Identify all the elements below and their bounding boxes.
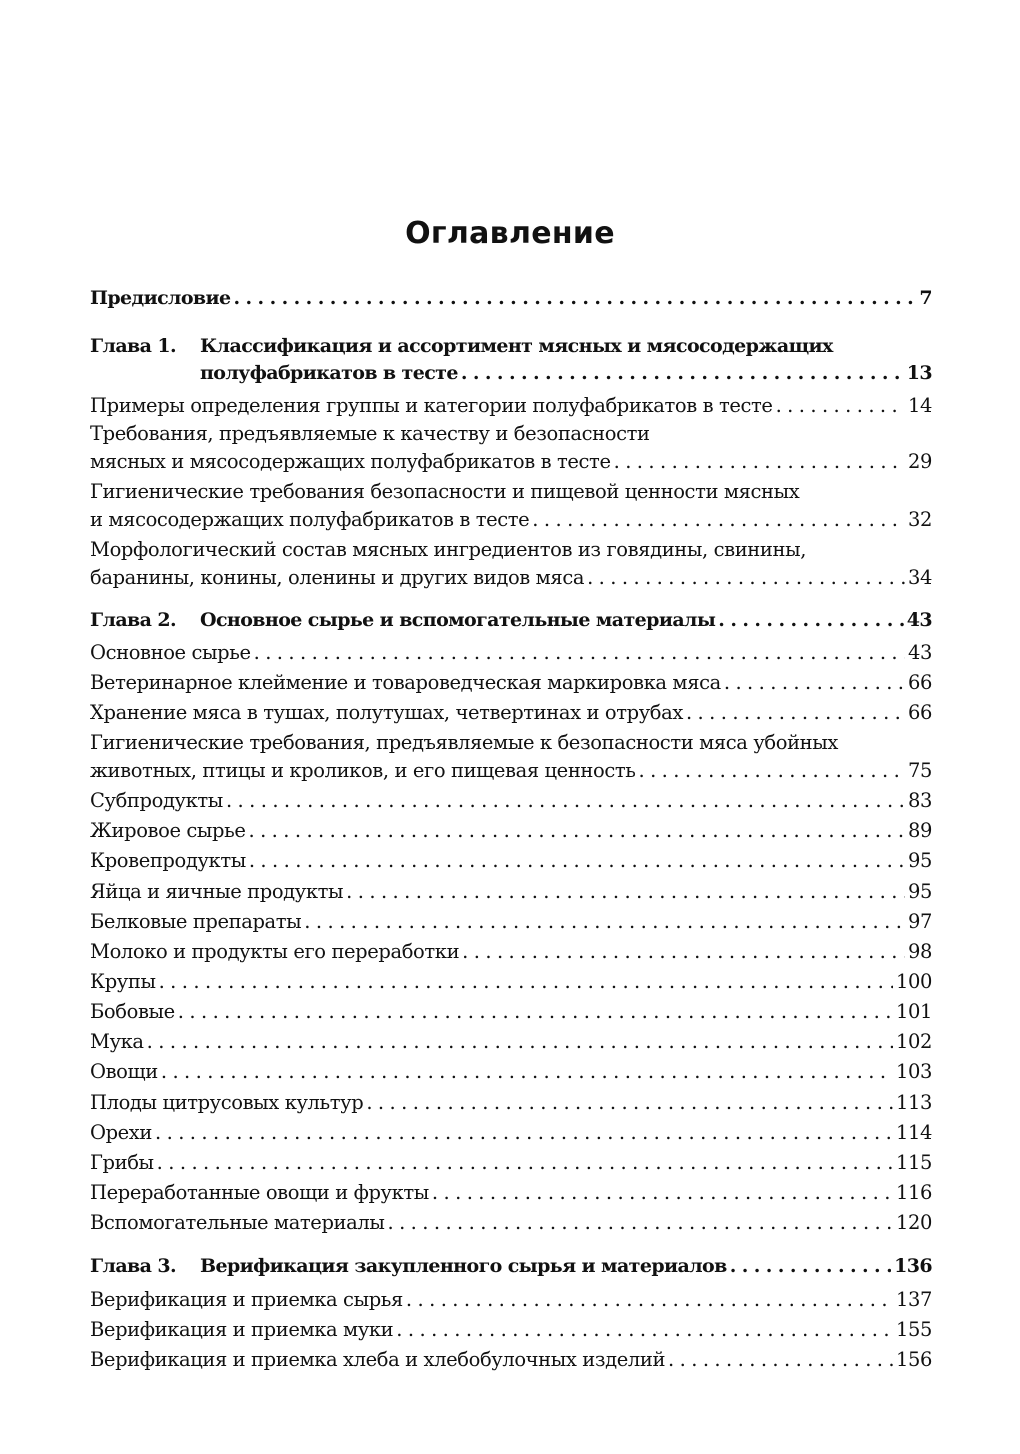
dot-leader xyxy=(686,698,905,728)
toc-entry[interactable] xyxy=(90,505,932,535)
toc-page-number: 101 xyxy=(895,1000,932,1023)
dot-leader xyxy=(248,816,905,846)
toc-entry[interactable] xyxy=(90,1088,932,1118)
toc-page-number: 95 xyxy=(907,880,932,903)
toc-entry-first-line[interactable]: Требования, предъявляемые к качеству и безопасности xyxy=(90,422,650,445)
toc-page-number: 102 xyxy=(895,1030,932,1053)
chapter-title: Верификация закупленного сырья и материалов xyxy=(200,1255,727,1277)
toc-page-number: 32 xyxy=(907,508,932,531)
toc-chapter-2-heading[interactable] xyxy=(90,605,932,635)
toc-entry[interactable] xyxy=(90,447,932,477)
chapter-title: полуфабрикатов в тесте xyxy=(200,362,458,384)
dot-leader xyxy=(155,1118,893,1148)
toc-entry[interactable] xyxy=(90,1285,932,1315)
toc-entry[interactable] xyxy=(90,391,932,421)
chapter-label: Глава 2. xyxy=(90,609,176,631)
toc-entry[interactable] xyxy=(90,1057,932,1087)
toc-entry-title: Ветеринарное клеймение и товароведческая маркировка мяса xyxy=(90,671,721,694)
toc-page-number: 103 xyxy=(895,1060,932,1083)
toc-entry-title: Жировое сырье xyxy=(90,819,246,842)
dot-leader xyxy=(730,1251,891,1281)
dot-leader xyxy=(234,283,917,313)
toc-entry[interactable] xyxy=(90,1315,932,1345)
toc-page-number: 136 xyxy=(894,1255,932,1277)
toc-chapter-1-heading-cont[interactable] xyxy=(200,358,932,388)
toc-entry-title: Крупы xyxy=(90,970,156,993)
toc-entry-title: Переработанные овощи и фрукты xyxy=(90,1181,429,1204)
toc-entry-title: Белковые препараты xyxy=(90,910,302,933)
toc-entry[interactable] xyxy=(90,1208,932,1238)
dot-leader xyxy=(254,638,905,668)
toc-entry[interactable] xyxy=(90,997,932,1027)
toc-entry-title: Орехи xyxy=(90,1121,153,1144)
toc-chapter-3-heading[interactable] xyxy=(90,1251,932,1281)
dot-leader xyxy=(724,668,905,698)
toc-page-number: 29 xyxy=(907,450,932,473)
dot-leader xyxy=(461,358,904,388)
toc-entry-title: и мясосодержащих полуфабрикатов в тесте xyxy=(90,508,530,531)
toc-entry-title: животных, птицы и кроликов, и его пищевая ценность xyxy=(90,759,636,782)
toc-entry[interactable] xyxy=(90,1118,932,1148)
toc-entry-first-line[interactable]: Морфологический состав мясных ингредиентов из говядины, свинины, xyxy=(90,538,807,561)
page-title: Оглавление xyxy=(405,216,615,251)
dot-leader xyxy=(718,605,903,635)
toc-chapter-1-heading[interactable] xyxy=(90,331,833,361)
chapter-title: Классификация и ассортимент мясных и мясосодержащих xyxy=(200,335,833,357)
toc-preface[interactable] xyxy=(90,283,932,313)
toc-page-number: 83 xyxy=(907,789,932,812)
toc-page-number: 155 xyxy=(895,1318,932,1341)
toc-entry-title: Основное сырье xyxy=(90,641,251,664)
toc-page-number: 43 xyxy=(907,641,932,664)
dot-leader xyxy=(532,505,905,535)
dot-leader xyxy=(406,1285,893,1315)
toc-page-number: 66 xyxy=(907,701,932,724)
toc-page-number: 98 xyxy=(907,940,932,963)
dot-leader xyxy=(614,447,905,477)
toc-page-number: 95 xyxy=(907,849,932,872)
dot-leader xyxy=(304,907,905,937)
dot-leader xyxy=(387,1208,893,1238)
dot-leader xyxy=(147,1027,893,1057)
dot-leader xyxy=(159,967,893,997)
toc-page-number: 13 xyxy=(906,362,932,384)
chapter-label: Глава 1. xyxy=(90,335,176,357)
toc-entry-title: Примеры определения группы и категории полуфабрикатов в тесте xyxy=(90,394,773,417)
toc-entry[interactable] xyxy=(90,1345,932,1375)
toc-entry-title: Плоды цитрусовых культур xyxy=(90,1091,364,1114)
toc-entry-title: Субпродукты xyxy=(90,789,223,812)
toc-page-number: 7 xyxy=(919,287,932,309)
toc-entry-title: мясных и мясосодержащих полуфабрикатов в тесте xyxy=(90,450,611,473)
toc-entry[interactable] xyxy=(90,937,932,967)
chapter-title: Основное сырье и вспомогательные материалы xyxy=(200,609,716,631)
toc-entry[interactable] xyxy=(90,638,932,668)
toc-page-number: 97 xyxy=(907,910,932,933)
chapter-label: Глава 3. xyxy=(90,1255,176,1277)
toc-page-number: 120 xyxy=(895,1211,932,1234)
toc-entry[interactable] xyxy=(90,907,932,937)
dot-leader xyxy=(178,997,893,1027)
dot-leader xyxy=(366,1088,893,1118)
toc-page-number: 116 xyxy=(895,1181,932,1204)
toc-entry[interactable] xyxy=(90,756,932,786)
dot-leader xyxy=(346,877,905,907)
dot-leader xyxy=(161,1057,893,1087)
toc-entry[interactable] xyxy=(90,698,932,728)
toc-entry-title: Верификация и приемка муки xyxy=(90,1318,394,1341)
toc-entry[interactable] xyxy=(90,1027,932,1057)
dot-leader xyxy=(226,786,905,816)
toc-entry-title: Овощи xyxy=(90,1060,158,1083)
toc-entry-title: баранины, конины, оленины и других видов мяса xyxy=(90,566,585,589)
toc-entry-title: Яйца и яичные продукты xyxy=(90,880,344,903)
toc-entry-title: Кровепродукты xyxy=(90,849,246,872)
toc-entry[interactable] xyxy=(90,846,932,876)
dot-leader xyxy=(157,1148,893,1178)
toc-page-number: 14 xyxy=(907,394,932,417)
toc-entry-title: Верификация и приемка сырья xyxy=(90,1288,403,1311)
toc-entry-title: Верификация и приемка хлеба и хлебобулочных изделий xyxy=(90,1348,666,1371)
toc-page-number: 156 xyxy=(895,1348,932,1371)
toc-entry[interactable] xyxy=(90,563,932,593)
toc-entry-title: Молоко и продукты его переработки xyxy=(90,940,460,963)
toc-entry-first-line[interactable]: Гигиенические требования, предъявляемые к безопасности мяса убойных xyxy=(90,731,838,754)
dot-leader xyxy=(462,937,905,967)
toc-page-number: 89 xyxy=(907,819,932,842)
toc-entry[interactable] xyxy=(90,816,932,846)
dot-leader xyxy=(249,846,905,876)
toc-page-number: 113 xyxy=(895,1091,932,1114)
toc-entry[interactable] xyxy=(90,786,932,816)
dot-leader xyxy=(587,563,905,593)
toc-entry[interactable] xyxy=(90,1148,932,1178)
toc-page-number: 43 xyxy=(906,609,932,631)
toc-page-number: 66 xyxy=(907,671,932,694)
dot-leader xyxy=(668,1345,893,1375)
dot-leader xyxy=(776,391,905,421)
toc-page-number: 114 xyxy=(895,1121,932,1144)
toc-page-number: 115 xyxy=(895,1151,932,1174)
dot-leader xyxy=(396,1315,893,1345)
toc-entry-title: Грибы xyxy=(90,1151,154,1174)
toc-entry-title: Хранение мяса в тушах, полутушах, четвертинах и отрубах xyxy=(90,701,683,724)
toc-entry[interactable] xyxy=(90,877,932,907)
toc-entry-title: Предисловие xyxy=(90,287,231,309)
toc-entry-title: Бобовые xyxy=(90,1000,175,1023)
dot-leader xyxy=(432,1178,893,1208)
toc-page-number: 100 xyxy=(895,970,932,993)
toc-entry-first-line[interactable]: Гигиенические требования безопасности и пищевой ценности мясных xyxy=(90,480,800,503)
toc-entry[interactable] xyxy=(90,1178,932,1208)
toc-page-number: 137 xyxy=(895,1288,932,1311)
toc-entry-title: Мука xyxy=(90,1030,144,1053)
toc-entry[interactable] xyxy=(90,668,932,698)
toc-page-number: 34 xyxy=(907,566,932,589)
dot-leader xyxy=(638,756,905,786)
toc-entry-title: Вспомогательные материалы xyxy=(90,1211,385,1234)
toc-page-number: 75 xyxy=(907,759,932,782)
toc-entry[interactable] xyxy=(90,967,932,997)
